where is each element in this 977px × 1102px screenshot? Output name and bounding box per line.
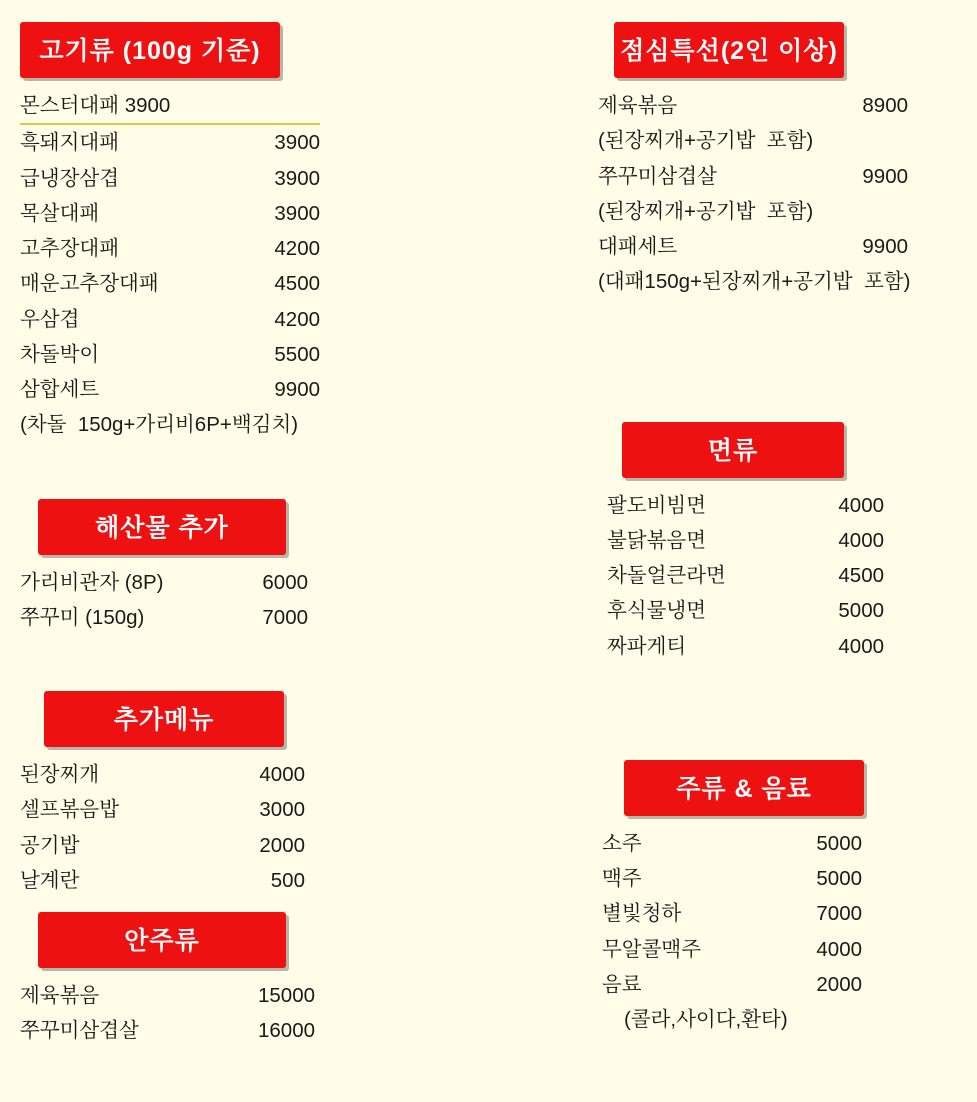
section-header-anju: 안주류 xyxy=(38,912,286,968)
item-name: (된장찌개+공기밥 포함) xyxy=(598,199,814,223)
item-name: 가리비관자 (8P) xyxy=(20,570,164,594)
section-header-meat: 고기류 (100g 기준) xyxy=(20,22,280,78)
left-column xyxy=(0,0,488,1102)
list-item[interactable] xyxy=(20,828,305,863)
item-price: 4500 xyxy=(274,272,320,296)
item-list-drink xyxy=(598,826,977,1002)
item-name: 제육볶음 xyxy=(20,984,100,1007)
section-header-seafood: 해산물 추가 xyxy=(38,499,286,555)
item-price: 9900 xyxy=(862,164,908,188)
list-item[interactable] xyxy=(598,229,908,264)
item-name: 쭈꾸미삼겹살 xyxy=(598,164,717,188)
list-item[interactable] xyxy=(20,231,320,266)
list-item[interactable] xyxy=(20,196,320,231)
list-item[interactable] xyxy=(598,861,862,896)
section-note-meat: (차돌 150g+가리비6P+백김치) xyxy=(20,413,299,437)
list-item[interactable] xyxy=(20,161,320,196)
section-header-noodle: 면류 xyxy=(622,422,844,478)
item-name: 제육볶음 xyxy=(598,94,678,117)
item-name: 흑돼지대패 xyxy=(20,131,120,155)
list-item[interactable] xyxy=(20,565,308,600)
spacer xyxy=(598,300,977,422)
item-name: (된장찌개+공기밥 포함) xyxy=(598,129,814,153)
item-price: 3900 xyxy=(274,201,320,225)
item-price: 15000 xyxy=(257,984,315,1007)
item-list-noodle xyxy=(598,488,977,664)
section-header-lunch: 점심특선(2인 이상) xyxy=(614,22,844,78)
list-item[interactable] xyxy=(598,488,884,523)
list-item[interactable] xyxy=(598,523,884,558)
item-name: 차돌얼큰라면 xyxy=(607,564,726,587)
item-name: 된장찌개 xyxy=(20,763,100,786)
item-list-meat xyxy=(20,88,488,407)
item-name: 몬스터대패 xyxy=(20,94,120,117)
list-item[interactable] xyxy=(598,159,908,194)
item-price: 3900 xyxy=(274,131,320,155)
list-item[interactable] xyxy=(598,558,884,593)
item-name: 차돌박이 xyxy=(20,342,100,366)
item-price: 500 xyxy=(270,868,305,892)
spacer xyxy=(20,443,488,499)
list-item[interactable] xyxy=(598,593,884,628)
item-name: (대패150g+된장찌개+공기밥 포함) xyxy=(598,270,911,294)
item-price: 3000 xyxy=(259,798,305,822)
item-name: 셀프볶음밥 xyxy=(20,798,120,822)
item-name: 짜파게티 xyxy=(607,634,687,658)
item-price: 2000 xyxy=(816,972,862,996)
item-price: 4000 xyxy=(816,937,862,961)
list-item-note xyxy=(598,264,977,299)
section-seafood xyxy=(20,499,488,636)
item-price: 4000 xyxy=(838,528,884,552)
list-item[interactable] xyxy=(20,1013,315,1048)
list-item[interactable] xyxy=(20,266,320,301)
section-extra xyxy=(20,691,488,898)
list-item[interactable] xyxy=(20,88,320,125)
item-price: 3900 xyxy=(124,94,171,117)
item-price: 4000 xyxy=(838,634,884,658)
spacer xyxy=(598,664,977,760)
list-item[interactable] xyxy=(598,629,884,664)
item-price: 2000 xyxy=(259,833,305,857)
section-note-drink: (콜라,사이다,환타) xyxy=(624,1008,788,1031)
item-name: 우삼겹 xyxy=(20,307,80,331)
list-item[interactable] xyxy=(20,372,320,407)
item-name: 음료 xyxy=(602,972,642,996)
item-price: 9900 xyxy=(862,235,908,258)
item-name: 매운고추장대패 xyxy=(20,272,159,296)
item-list-lunch xyxy=(598,88,977,300)
item-name: 후식물냉면 xyxy=(607,599,707,623)
list-item[interactable] xyxy=(598,932,862,967)
list-item[interactable] xyxy=(598,967,862,1002)
item-price: 4000 xyxy=(838,493,884,517)
item-price: 5000 xyxy=(816,867,862,890)
list-item-note xyxy=(598,123,908,158)
list-item[interactable] xyxy=(20,600,308,635)
item-list-extra xyxy=(20,757,488,898)
section-lunch xyxy=(598,22,977,300)
item-list-anju xyxy=(20,978,488,1049)
item-price: 5000 xyxy=(816,831,862,855)
item-price: 7000 xyxy=(262,605,308,629)
list-item[interactable] xyxy=(598,896,862,931)
list-item[interactable] xyxy=(598,826,862,861)
section-drink xyxy=(598,760,977,1038)
item-price: 4000 xyxy=(259,763,305,786)
item-name: 맥주 xyxy=(602,867,642,890)
section-header-extra: 추가메뉴 xyxy=(44,691,284,747)
item-name: 팔도비빔면 xyxy=(607,493,707,517)
item-name: 고추장대패 xyxy=(20,237,120,260)
item-price: 7000 xyxy=(816,902,862,926)
item-name: 대패세트 xyxy=(598,235,678,258)
section-anju xyxy=(20,912,488,1049)
item-price: 4200 xyxy=(274,237,320,260)
spacer xyxy=(20,898,488,912)
list-item[interactable] xyxy=(20,337,320,372)
list-item[interactable] xyxy=(20,792,305,827)
item-price: 6000 xyxy=(262,570,308,594)
right-column xyxy=(488,0,977,1102)
item-price: 3900 xyxy=(274,166,320,190)
item-price: 4200 xyxy=(274,307,320,331)
item-name: 쭈꾸미 (150g) xyxy=(20,605,145,629)
list-item[interactable] xyxy=(20,302,320,337)
list-item[interactable] xyxy=(20,863,305,898)
list-item[interactable] xyxy=(20,125,320,160)
item-name: 쭈꾸미삼겹살 xyxy=(20,1019,139,1043)
list-item[interactable] xyxy=(20,978,315,1013)
section-noodle xyxy=(598,422,977,664)
list-item[interactable] xyxy=(598,88,908,123)
section-meat xyxy=(20,22,488,443)
item-name: 공기밥 xyxy=(20,833,80,857)
item-name: 삼합세트 xyxy=(20,378,100,401)
section-header-drink: 주류 & 음료 xyxy=(624,760,864,816)
item-price: 9900 xyxy=(274,378,320,401)
item-name: 목살대패 xyxy=(20,201,100,225)
item-name: 무알콜맥주 xyxy=(602,937,702,961)
item-price: 16000 xyxy=(257,1019,315,1043)
item-name: 급냉장삼겹 xyxy=(20,166,120,190)
item-name: 소주 xyxy=(602,831,642,855)
item-name: 날계란 xyxy=(20,868,80,892)
item-price: 8900 xyxy=(862,94,908,117)
list-item[interactable] xyxy=(20,757,305,792)
item-name: 불닭볶음면 xyxy=(607,528,707,552)
item-list-seafood xyxy=(20,565,488,636)
item-name: 별빛청하 xyxy=(602,902,682,926)
list-item-note xyxy=(598,194,908,229)
spacer xyxy=(20,635,488,691)
item-price: 5500 xyxy=(274,342,320,366)
item-price: 4500 xyxy=(838,564,884,587)
item-price: 5000 xyxy=(838,599,884,623)
